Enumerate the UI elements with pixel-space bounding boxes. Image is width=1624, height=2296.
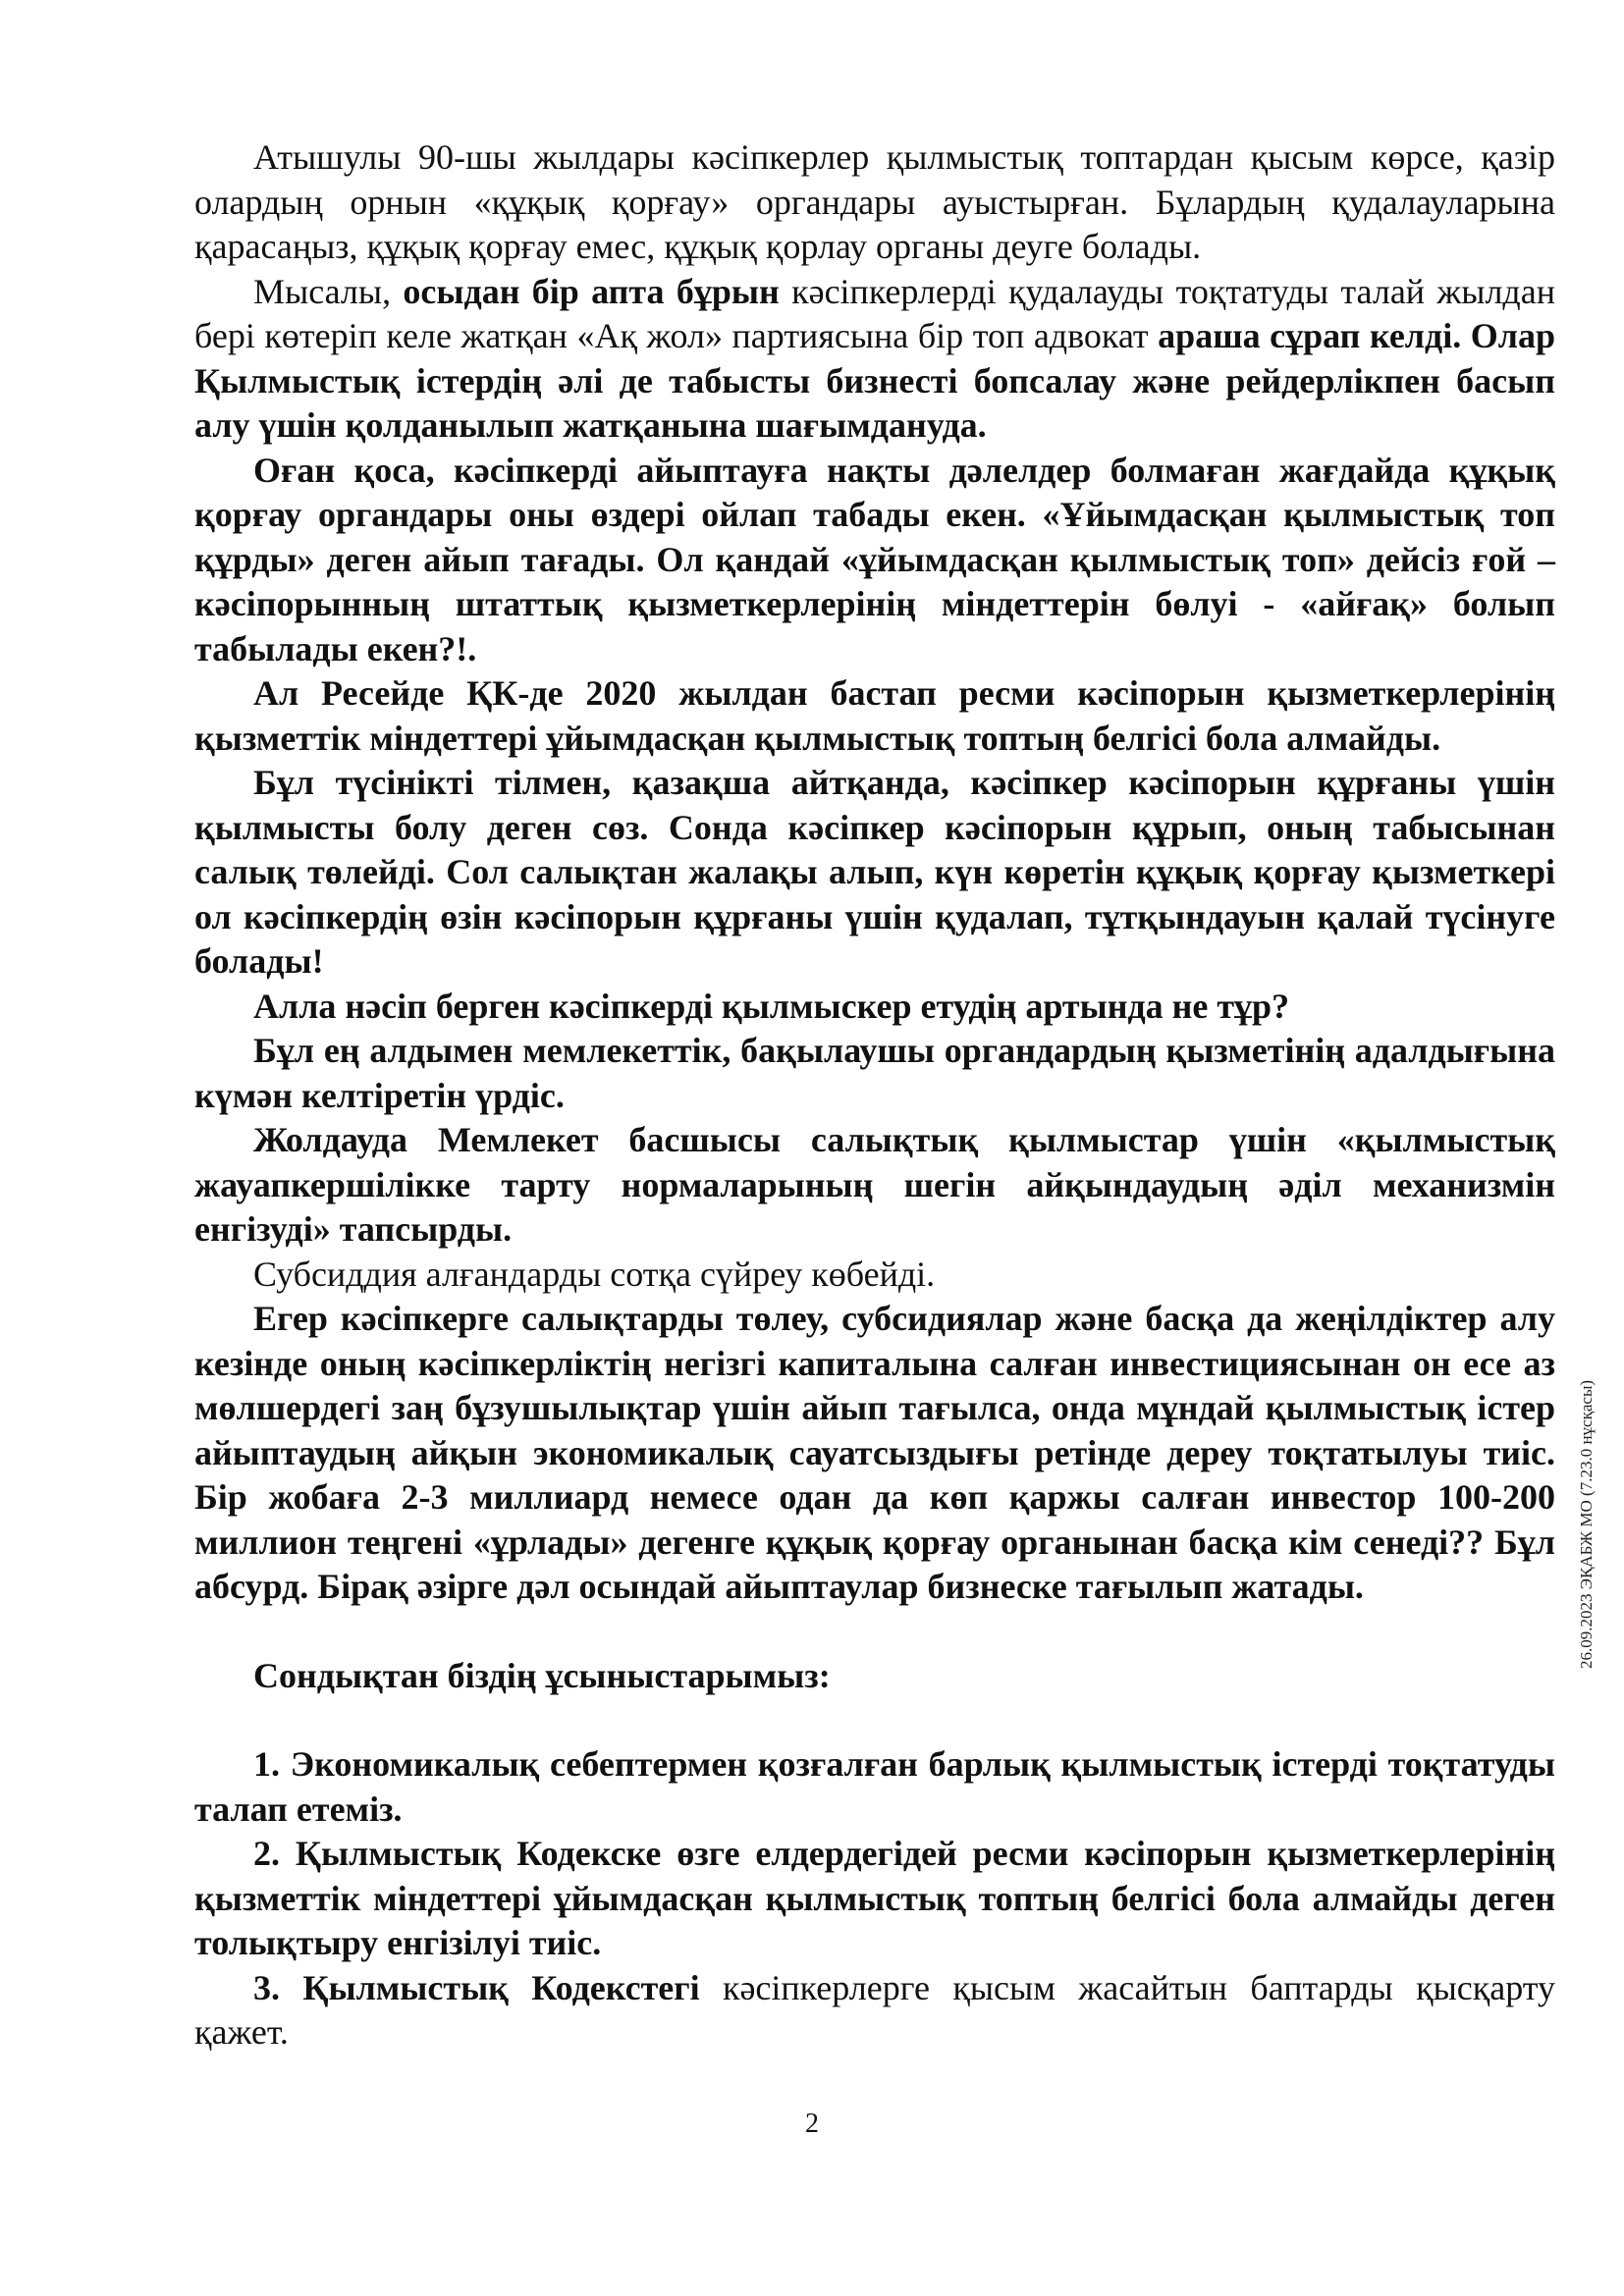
bold-run: 2. Қылмыстық Кодекске өзге елдердегідей ресми кәсіпорын қызметкерлерінің қызметтік міндеттері ұйымдасқан қылмыстық топтың белгісі бола алмайды деген толықтыру енгізілуі тиіс. bbox=[194, 1834, 1555, 1962]
text-run: Субсиддия алғандарды сотқа сүйреу көбейді. bbox=[253, 1254, 936, 1294]
bold-run: Ал Ресейде ҚК-де 2020 жылдан бастап ресми кәсіпорын қызметкерлерінің қызметтік міндеттері ұйымдасқан қылмыстық топтың белгісі бола алмайды. bbox=[194, 673, 1555, 758]
paragraph-4 bbox=[194, 671, 1555, 761]
text-run: кәсіпкерлерге қысым жасайтын баптарды қысқарту қажет. bbox=[194, 1967, 1555, 2052]
bold-run: Алла нәсіп берген кәсіпкерді қылмыскер етудің артында не тұр? bbox=[253, 986, 1290, 1026]
proposal-item-1 bbox=[194, 1742, 1555, 1832]
paragraph-5 bbox=[194, 761, 1555, 985]
side-stamp: 26.09.2023 ЭҚАБЖ МО (7.23.0 нұсқасы) bbox=[1577, 1379, 1596, 1669]
blank-line bbox=[194, 1698, 1555, 1742]
paragraph-6 bbox=[194, 985, 1555, 1030]
proposals-heading bbox=[194, 1654, 1555, 1699]
bold-run: Оған қоса, кәсіпкерді айыптауға нақты дәлелдер болмаған жағдайда құқық қорғау органдары оны өздері ойлап табады екен. «Ұйымдасқан қылмыстық топ құрды» деген айып тағады. Ол қандай «ұйымдасқан қылмыстық топ» дейсіз ғой – кәсіпорынның штаттық қызметкерлерінің міндеттерін бөлуі - «айғақ» болып табылады екен?!. bbox=[194, 450, 1555, 668]
bold-run: Сондықтан біздің ұсыныстарымыз: bbox=[253, 1655, 831, 1695]
bold-run: осыдан бір апта бұрын bbox=[403, 271, 780, 311]
paragraph-8 bbox=[194, 1118, 1555, 1253]
paragraph-9 bbox=[194, 1253, 1555, 1298]
text-run: кәсіпкерлерді қудалауды тоқтатуды талай жылдан бері көтеріп келе жатқан «Ақ жол» партиясына бір топ адвокат bbox=[194, 271, 1555, 355]
paragraph-2 bbox=[194, 270, 1555, 449]
page-number: 2 bbox=[805, 2109, 819, 2139]
bold-run: Егер кәсіпкерге салықтарды төлеу, субсидиялар және басқа да жеңілдіктер алу кезінде оның кәсіпкерліктің негізгі капиталына салған инвестициясынан он есе аз мөлшердегі заң бұзушылықтар үшін айып тағылса, онда мұндай қылмыстық істер айыптаудың айқын экономикалық сауатсыздығы ретінде дереу тоқтатылуы тиіс. Бір жобаға 2-3 миллиард немесе одан да көп қаржы салған инвестор 100-200 миллион теңгені «ұрлады» дегенге құқық қорғау органынан басқа кім сенеді?? Бұл абсурд. Бірақ әзірге дәл осындай айыптаулар бизнеске тағылып жатады. bbox=[194, 1299, 1555, 1606]
proposal-item-2 bbox=[194, 1832, 1555, 1966]
paragraph-1 bbox=[194, 135, 1555, 270]
bold-run: Бұл ең алдымен мемлекеттік, бақылаушы органдардың қызметінің адалдығына күмән келтіретін үрдіс. bbox=[194, 1031, 1555, 1115]
document-body bbox=[194, 135, 1555, 2056]
text-run: Мысалы, bbox=[253, 271, 404, 311]
bold-run: 3. Қылмыстық Кодекстегі bbox=[253, 1967, 700, 2007]
bold-run: Бұл түсінікті тілмен, қазақша айтқанда, кәсіпкер кәсіпорын құрғаны үшін қылмысты болу деген сөз. Сонда кәсіпкер кәсіпорын құрып, оның табысынан салық төлейді. Сол салықтан жалақы алып, күн көретін құқық қорғау қызметкері ол кәсіпкердің өзін кәсіпорын құрғаны үшін қудалап, тұтқындауын қалай түсінуге болады! bbox=[194, 763, 1555, 981]
bold-run: 1. Экономикалық себептермен қозғалған барлық қылмыстық істерді тоқтатуды талап етеміз. bbox=[194, 1744, 1555, 1829]
text-run: Атышулы 90-шы жылдары кәсіпкерлер қылмыстық топтардан қысым көрсе, қазір олардың орнын «құқық қорғау» органдары ауыстырған. Бұлардың қудалауларына қарасаңыз, құқық қорғау емес, құқық қорлау органы деуге болады. bbox=[194, 137, 1555, 266]
proposal-item-3 bbox=[194, 1966, 1555, 2056]
paragraph-10 bbox=[194, 1297, 1555, 1610]
blank-line bbox=[194, 1610, 1555, 1654]
bold-run: Жолдауда Мемлекет басшысы салықтық қылмыстар үшін «қылмыстық жауапкершілікке тарту нормаларының шегін айқындаудың әділ механизмін енгізуді» тапсырды. bbox=[194, 1120, 1555, 1249]
paragraph-7 bbox=[194, 1029, 1555, 1118]
bold-run: араша сұрап келді. Олар Қылмыстық істердің әлі де табысты бизнесті бопсалау және рейдерлікпен басып алу үшін қолданылып жатқанына шағымдануда. bbox=[194, 316, 1556, 445]
paragraph-3 bbox=[194, 449, 1555, 672]
